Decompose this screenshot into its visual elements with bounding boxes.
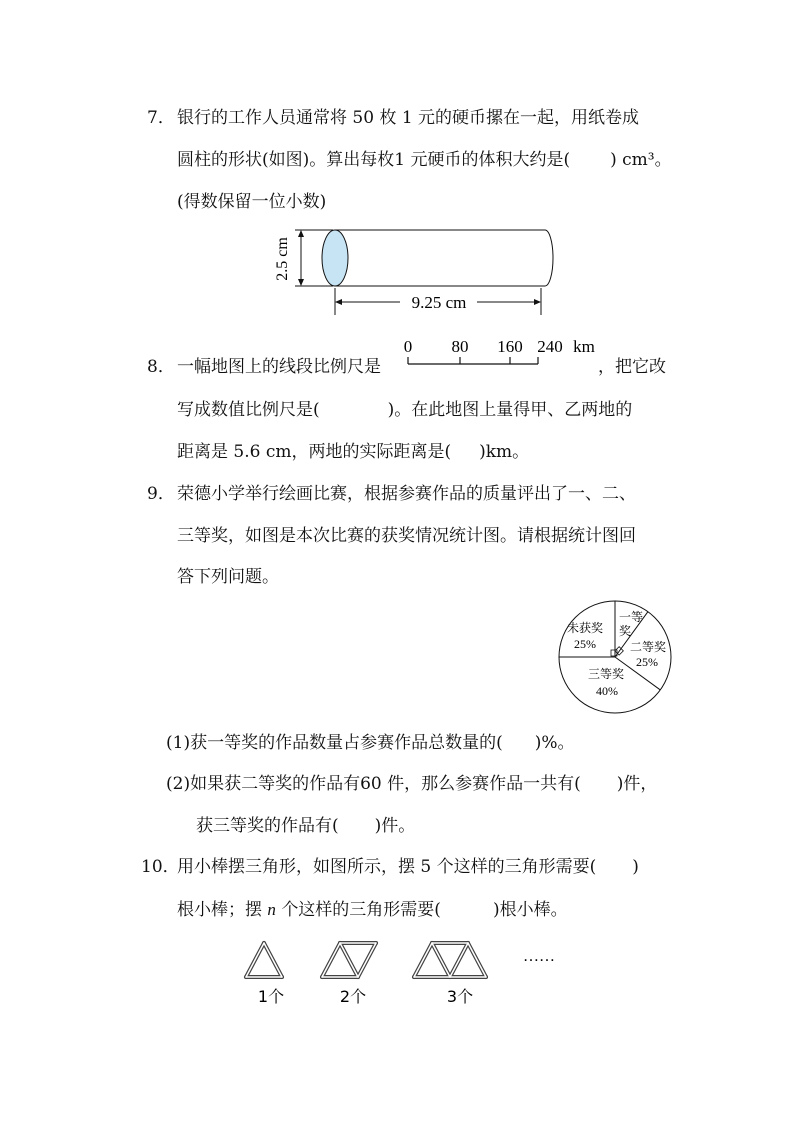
cylinder-left-face	[322, 230, 348, 286]
q8-line2-a: 写成数值比例尺是(	[177, 400, 320, 420]
q7-number: 7．	[147, 108, 175, 128]
q8-number: 8．	[147, 357, 175, 377]
q10-line2-b: 个这样的三角形需要(	[281, 900, 441, 920]
q9-sub2-line2-b: )件。	[374, 816, 416, 836]
figure-ellipsis: ……	[523, 948, 555, 965]
caption-3: 3个	[446, 987, 474, 1006]
caption-2: 2个	[339, 987, 367, 1006]
q9-sub2-b: )件，	[616, 774, 658, 794]
height-arrow-top	[298, 230, 304, 237]
caption-1: 1个	[257, 987, 285, 1006]
length-label: 9.25 cm	[411, 293, 467, 312]
q10-line2-c: )根小棒。	[492, 900, 568, 920]
q7-line1: 银行的工作人员通常将 50 枚 1 元的硬币摞在一起，用纸卷成	[177, 108, 640, 128]
q7-line2-text: 圆柱的形状(如图)。算出每枚1 元硬币的体积大约是(	[177, 150, 571, 170]
q10-line2-a: 根小棒；摆	[177, 900, 262, 920]
pie-label-third: 三等奖	[587, 667, 625, 681]
scale-bar	[400, 336, 605, 368]
q8-line3-b: )km。	[479, 442, 530, 462]
q7-line2-end: ) cm³。	[610, 150, 672, 170]
pie-label-first-a: 一等	[618, 610, 644, 624]
q8-line2-b: )。在此地图上量得甲、乙两地的	[387, 400, 633, 420]
matchstick-figure	[238, 935, 568, 1010]
q10-line1-b: )	[632, 857, 639, 877]
q9-sub2-line2	[196, 816, 415, 836]
length-arrow-right	[534, 299, 541, 305]
q8-line1-a: 一幅地图上的线段比例尺是	[177, 357, 381, 377]
q10-number: 10．	[141, 857, 180, 877]
scale-tick-label: 160	[497, 337, 523, 356]
q9-line3: 答下列问题。	[177, 567, 279, 587]
q9-sub1	[166, 733, 575, 753]
pie-pct-second: 25%	[636, 655, 658, 669]
cylinder-right-end	[545, 230, 553, 286]
scale-tick-label: 0	[403, 337, 413, 356]
q10-line2	[177, 900, 568, 920]
q8-line3-a: 距离是 5.6 cm，两地的实际距离是(	[177, 442, 452, 462]
q7-line3: (得数保留一位小数)	[177, 192, 327, 212]
q8-line3	[177, 442, 529, 462]
q8-line2	[177, 400, 632, 420]
q9-sub2-a: (2)如果获二等奖的作品有60 件，那么参赛作品一共有(	[166, 774, 581, 794]
q9-sub1-a: (1)获一等奖的作品数量占参赛作品总数量的(	[166, 733, 503, 753]
q10-line1	[177, 857, 639, 877]
q9-line1: 荣德小学举行绘画比赛，根据参赛作品的质量评出了一、二、	[177, 484, 636, 504]
cylinder-figure	[265, 225, 560, 320]
pie-label-second: 二等奖	[629, 640, 667, 654]
pie-pct-third: 40%	[596, 684, 618, 698]
triangle-group-1	[246, 943, 282, 977]
q9-line2: 三等奖，如图是本次比赛的获奖情况统计图。请根据统计图回	[177, 526, 636, 546]
height-arrow-bottom	[298, 279, 304, 286]
q10-variable-n: n	[267, 900, 276, 919]
q8-line1-b: ，把它改	[598, 357, 666, 377]
q9-number: 9．	[147, 484, 175, 504]
q9-sub2	[166, 774, 657, 794]
q9-sub1-b: )%。	[534, 733, 575, 753]
scale-unit: km	[573, 337, 595, 356]
q10-line1-a: 用小棒摆三角形，如图所示，摆 5 个这样的三角形需要(	[177, 857, 597, 877]
pie-pct-not-awarded: 25%	[574, 637, 596, 651]
q9-sub2-line2-a: 获三等奖的作品有(	[196, 816, 339, 836]
scale-tick-label: 240	[537, 337, 563, 356]
q7-line2	[177, 150, 672, 170]
triangle-group-3	[414, 943, 486, 977]
pie-label-first-b: 奖	[618, 624, 632, 638]
award-pie-chart	[555, 600, 675, 718]
pie-label-not-awarded: 未获奖	[566, 621, 604, 635]
height-label: 2.5 cm	[274, 237, 291, 281]
scale-tick-label: 80	[451, 337, 469, 356]
length-arrow-left	[335, 299, 342, 305]
